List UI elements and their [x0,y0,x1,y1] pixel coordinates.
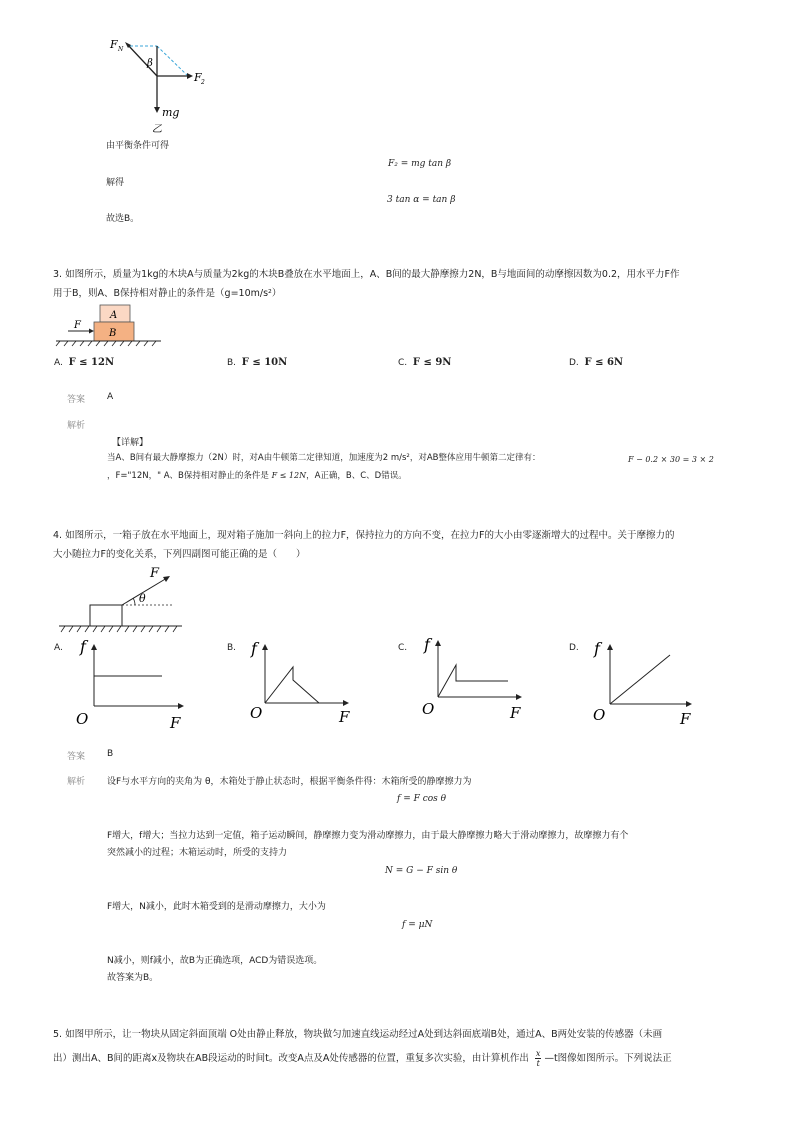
graph-c-letter: C. [398,643,408,653]
q4-stem-line1: 4. 如图所示，一箱子放在水平地面上，现对箱子施加一斜向上的拉力F，保持拉力的方向不变，在拉力F的大小由零逐渐增大的过程中。关于摩擦力的 [53,530,675,541]
prev-line3: 故选B。 [106,214,140,224]
f2-sub: 2 [201,79,205,86]
q3-answer: A [107,392,114,402]
q3-stem-line2: 用于B，则A、B保持相对静止的条件是（g=10m/s²） [53,288,282,299]
graph-d-letter: D. [569,643,579,653]
graph-c-o: O [422,700,435,718]
graph-b-F: F [339,708,350,726]
q4-analysis-line1: 设F与水平方向的夹角为 θ，木箱处于静止状态时，根据平衡条件得：木箱所受的静摩擦力为 [107,777,472,787]
graph-a-F: F [170,714,181,732]
graph-c-f: f [424,635,430,654]
q4-eq1: f = F cos θ [397,794,447,804]
q3-stem-line1: 3. 如图所示，质量为1kg的木块A与质量为2kg的木块B叠放在水平地面上，A、B间的最大静摩擦力2N，B与地面间的动摩擦因数为0.2，用水平力F作 [53,269,680,280]
q3-detail-line2: ，F="12N，" A、B保持相对静止的条件是 F ≤ 12N，A正确，B、C、D错误。 [107,471,407,481]
mg-label: mg [162,106,180,119]
q4-answer: B [107,749,114,759]
q3-option-c: C. F ≤ 9N [398,357,452,368]
block-b-label: B [109,328,117,339]
beta-label: β [147,58,153,69]
graph-b-f: f [251,639,257,658]
q4-eq3: f = μN [402,920,433,930]
q3-detail-line1: 当A、B间有最大静摩擦力（2N）时，对A由牛顿第二定律知道，加速度为2 m/s²，对AB整体应用牛顿第二定律有： [107,453,541,463]
q4-force-label: F [150,566,160,581]
graph-b-line [265,667,319,703]
q4-analysis-line3: 突然减小的过程；木箱运动时，所受的支持力 [107,848,288,858]
graph-a-f: f [80,637,86,656]
q5-stem-line2: 出）测出A、B间的距离x及物块在AB段运动的时间t。改变A点及A处传感器的位置，重复多次实验，由计算机作出 $\frac{x}{t}$ —t图像如图所示。下列说法正 [53,1049,672,1068]
fn-label: F [110,38,118,51]
q3-analysis-label: 解析 [67,421,86,431]
q5-fraction: $\frac{x}{t}$ [535,1049,541,1068]
graph-d-f: f [594,639,600,658]
q4-analysis-label: 解析 [67,777,86,787]
block-a-label: A [110,310,118,321]
graph-d-line [610,655,670,704]
q3-option-a: A. F ≤ 12N [54,357,115,368]
theta-label: θ [139,592,146,605]
q3-answer-label: 答案 [67,395,86,405]
q4-analysis-line6: 故答案为B。 [107,973,159,983]
prev-line2: 解得 [106,178,125,188]
graph-c [416,632,536,724]
box [90,605,122,626]
graph-a-letter: A. [54,643,63,653]
q4-answer-label: 答案 [67,752,86,762]
graph-c-F: F [510,704,521,722]
graph-b-o: O [250,704,263,722]
graph-d-F: F [680,710,691,728]
graph-a [72,636,192,731]
q4-analysis-line5: N减小，则f减小，故B为正确选项，ACD为错误选项。 [107,956,323,966]
caption: 乙 [152,124,162,135]
q5-stem-line1: 5. 如图甲所示，让一物块从固定斜面顶端 O处由静止释放，物块做匀加速直线运动经过A处到达斜面底端B处，通过A、B两处安装的传感器（未画 [53,1029,663,1040]
q4-analysis-line2: F增大，f增大；当拉力达到一定值，箱子运动瞬间，静摩擦力变为滑动摩擦力，由于最大静摩擦力略大于滑动摩擦力，故摩擦力有个 [107,831,629,841]
prev-eq2: 3 tan α = tan β [387,195,456,205]
theta-arc [133,598,135,605]
q3-option-b: B. F ≤ 10N [227,357,288,368]
graph-b [245,636,365,726]
q4-figure [57,564,187,636]
q3-detail-eq1: F − 0.2 × 30 = 3 × 2 [628,455,714,464]
force-diagram-prev [100,34,220,134]
q3-detail-head: 【详解】 [112,438,149,448]
graph-b-letter: B. [227,643,237,653]
prev-eq1: F₂ = mg tan β [388,159,452,169]
q3-figure [56,303,166,353]
f2-label: F [194,71,202,84]
graph-d [588,634,708,726]
q4-ground-hatch [61,626,177,632]
graph-c-line [438,665,508,697]
q4-eq2: N = G − F sin θ [385,866,458,876]
q4-stem-line2: 大小随拉力F的变化关系，下列四副图可能正确的是（ ） [53,549,306,560]
q3-option-d: D. F ≤ 6N [569,357,624,368]
graph-d-o: O [593,706,606,724]
graph-a-o: O [76,710,89,728]
prev-line1: 由平衡条件可得 [106,141,170,151]
q3-force-label: F [74,320,81,331]
dashed-line-diag [157,46,188,76]
q4-analysis-line4: F增大，N减小，此时木箱受到的是滑动摩擦力，大小为 [107,902,326,912]
fn-sub: N [118,46,124,53]
ground-hatch [56,341,156,346]
